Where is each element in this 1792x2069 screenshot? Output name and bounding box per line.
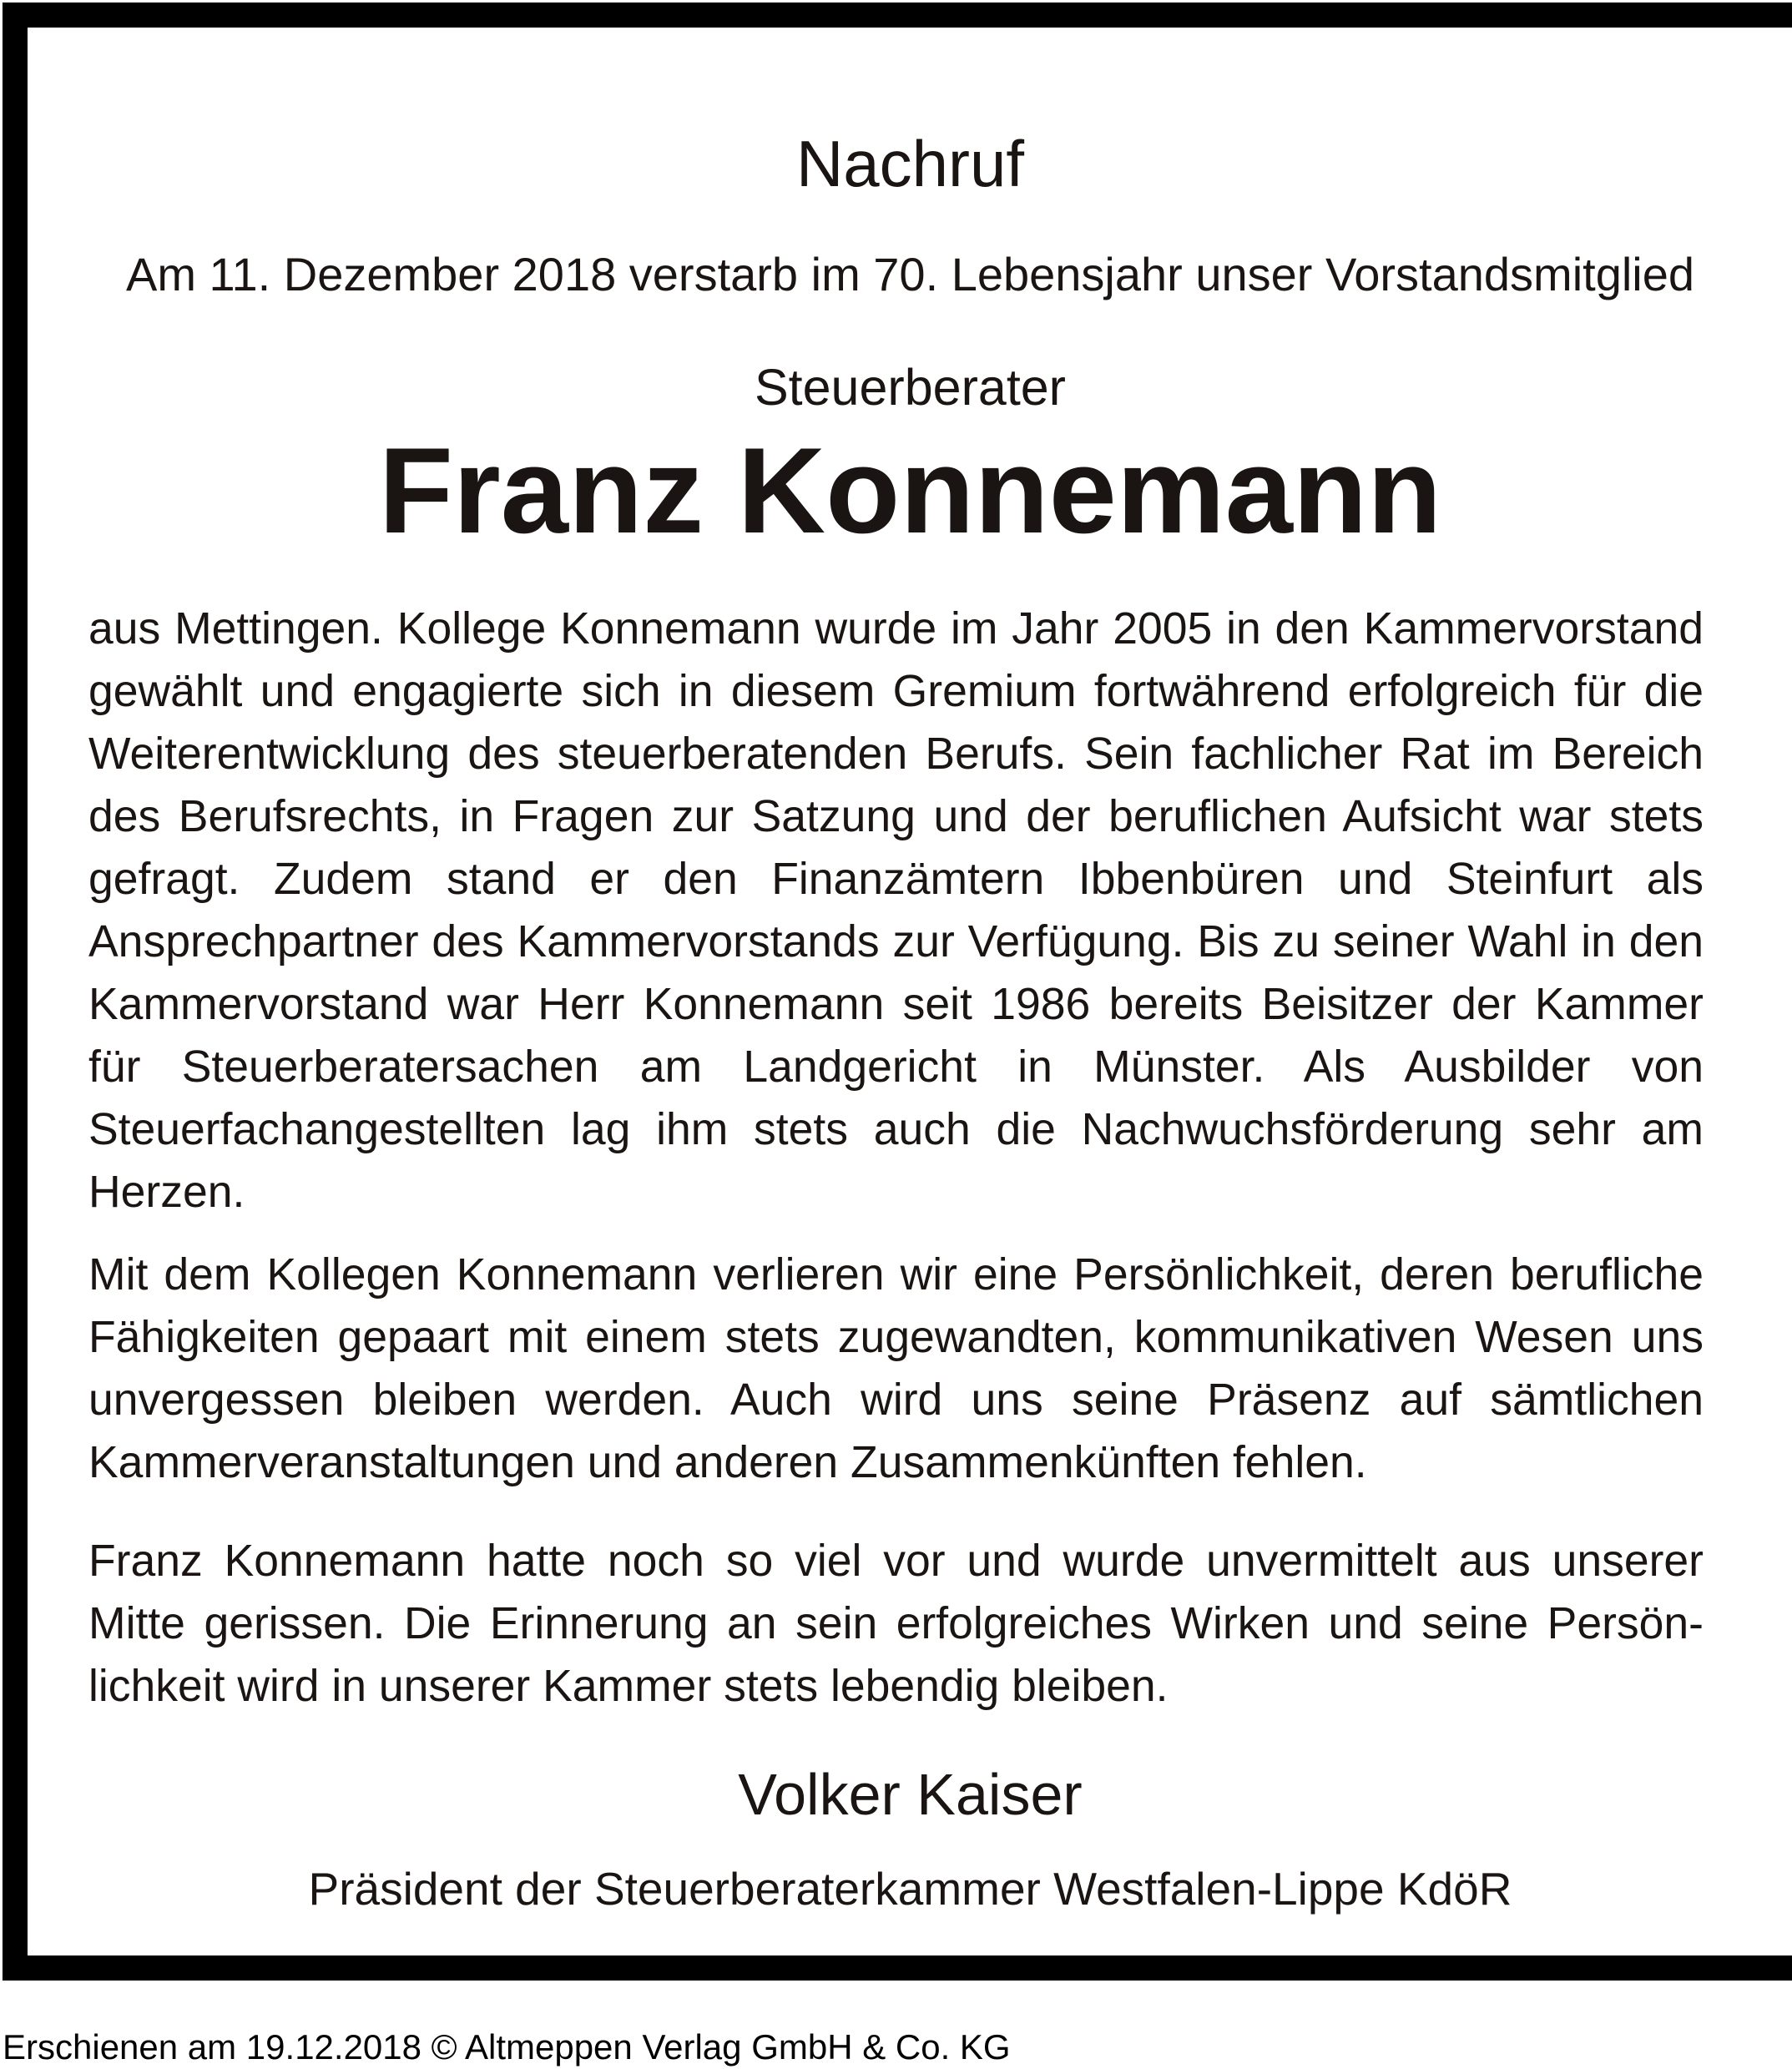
publication-footer: Erschienen am 19.12.2018 © Altmeppen Verlag GmbH & Co. KG xyxy=(3,2027,1011,2066)
body-paragraph-1: aus Mettingen. Kollege Konnemann wurde im Jahr 2005 in den Kammervorstand gewählt und engagierte sich in diesem Gremium fortwährend erfolgreich für die Weiterentwicklung des steuerberatenden Berufs. Sein fachlicher Rat im Bereich des Berufsrechts, in Fragen zur Satzung und der beruflichen Aufsicht war stets gefragt. Zudem stand er den Finanzämtern Ibbenbüren und Steinfurt als Ansprechpartner des Kammervorstands zur Verfügung. Bis zu seiner Wahl in den Kammervorstand war Herr Konnemann seit 1986 bereits Beisitzer der Kammer für Steuerberatersachen am Landgericht in Münster. Als Ausbilder von Steuerfachangestellten lag ihm stets auch die Nachwuchsförderung sehr am Herzen. xyxy=(88,604,1704,1217)
signer-role: Präsident der Steuerberaterkammer Westfalen-Lippe KdöR xyxy=(308,1863,1512,1915)
obituary-title: Nachruf xyxy=(795,127,1025,200)
profession-label: Steuerberater xyxy=(755,359,1066,416)
intro-line: Am 11. Dezember 2018 verstarb im 70. Lebensjahr unser Vorstandsmitglied xyxy=(125,248,1695,300)
deceased-name: Franz Konnemann xyxy=(378,422,1442,558)
body-paragraph-2: Mit dem Kollegen Konnemann verlieren wir eine Persönlichkeit, deren berufliche Fähigkeiten gepaart mit einem stets zugewandten, kommunikativen Wesen uns unvergessen bleiben werden. Auch wird uns seine Präsenz auf sämtlichen Kammerveranstaltungen und anderen Zusammenkünften fehlen. xyxy=(88,1250,1704,1487)
signer-name: Volker Kaiser xyxy=(738,1762,1083,1827)
obituary-frame xyxy=(3,3,1792,1981)
body-paragraph-3: Franz Konnemann hatte noch so viel vor und wurde unvermittelt aus unserer Mitte gerissen. Die Erinnerung an sein erfolgreiches Wirken und seine Persönlichkeit wird in unserer Kammer stets lebendig bleiben. xyxy=(88,1537,1704,1711)
